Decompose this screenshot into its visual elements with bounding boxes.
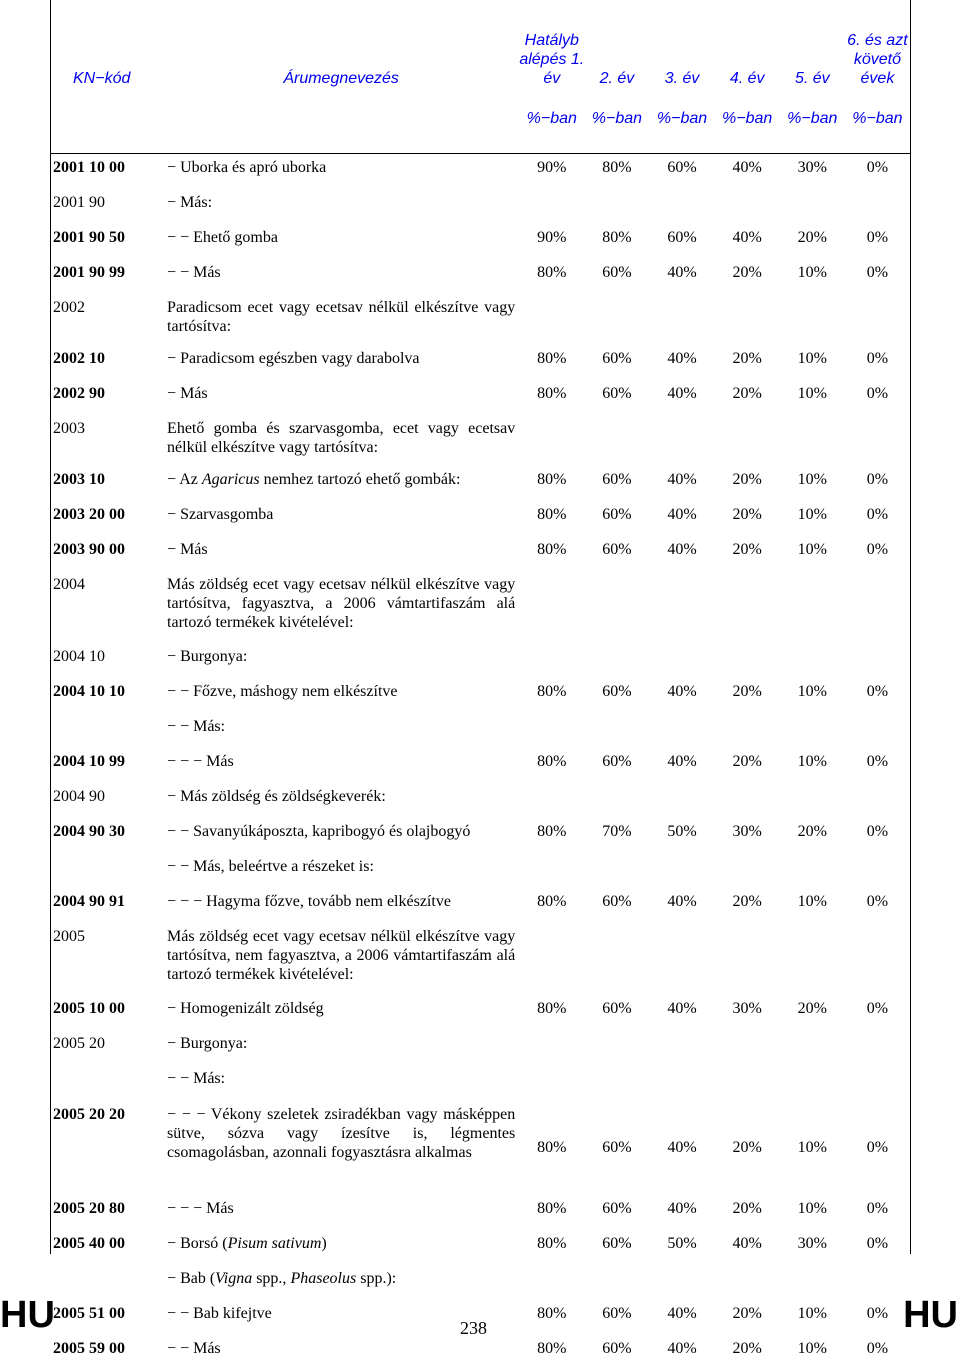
kn-code-cell: 2005 20 20: [51, 1100, 163, 1195]
rate-cell-year-3: [649, 643, 714, 678]
rate-cell-year-3: 60%: [649, 224, 714, 259]
rate-cell-year-2: 60%: [584, 888, 649, 923]
country-mark-right: HU: [903, 1296, 958, 1334]
rate-cell-year-1: [519, 1065, 584, 1100]
header-year-4: 4. év: [715, 0, 780, 102]
rate-cell-year-2: [584, 189, 649, 224]
rate-cell-year-5: [780, 294, 845, 345]
kn-code-cell: 2004 10 99: [51, 748, 163, 783]
rate-cell-year-4: 20%: [715, 1335, 780, 1370]
kn-code-cell: 2005 51 00: [51, 1300, 163, 1335]
rate-cell-year-4: 40%: [715, 224, 780, 259]
kn-code-cell: 2001 10 00: [51, 154, 163, 190]
description-cell: − Szarvasgomba: [163, 501, 519, 536]
kn-code-cell: 2005 59 00: [51, 1335, 163, 1370]
unit-label: %−ban: [584, 102, 649, 154]
rate-cell-year-1: [519, 853, 584, 888]
rate-cell-year-4: 20%: [715, 466, 780, 501]
rate-cell-year-4: 40%: [715, 154, 780, 190]
rate-cell-year-5: [780, 189, 845, 224]
rate-cell-year-1: [519, 1030, 584, 1065]
description-cell: Más zöldség ecet vagy ecetsav nélkül elkészítve vagy tartósítva, fagyasztva, a 2006 vámtartifaszám alá tartozó termékek kivételével:: [163, 571, 519, 643]
rate-cell-year-4: 20%: [715, 345, 780, 380]
rate-cell-year-3: 50%: [649, 818, 714, 853]
rate-cell-year-4: [715, 1030, 780, 1065]
rate-cell-year-1: 80%: [519, 1335, 584, 1370]
rate-cell-year-4: 20%: [715, 501, 780, 536]
description-cell: − − Bab kifejtve: [163, 1300, 519, 1335]
unit-label: %−ban: [649, 102, 714, 154]
description-cell: − Burgonya:: [163, 643, 519, 678]
rate-cell-year-6: 0%: [845, 466, 910, 501]
kn-code-cell: 2005: [51, 923, 163, 995]
rate-cell-year-6: [845, 1030, 910, 1065]
kn-code-cell: 2004 90: [51, 783, 163, 818]
rate-cell-year-1: 80%: [519, 1195, 584, 1230]
rate-cell-year-4: 30%: [715, 818, 780, 853]
rate-cell-year-2: 60%: [584, 748, 649, 783]
description-cell: − − Más, beleértve a részeket is:: [163, 853, 519, 888]
rate-cell-year-2: [584, 571, 649, 643]
rate-cell-year-3: 40%: [649, 1195, 714, 1230]
rate-cell-year-6: [845, 189, 910, 224]
rate-cell-year-5: 10%: [780, 1195, 845, 1230]
rate-cell-year-1: [519, 783, 584, 818]
rate-cell-year-3: 40%: [649, 259, 714, 294]
table-row: [51, 1230, 910, 1265]
rate-cell-year-5: 10%: [780, 678, 845, 713]
header-year-5: 5. év: [780, 0, 845, 102]
rate-cell-year-2: 60%: [584, 466, 649, 501]
rate-cell-year-5: [780, 1030, 845, 1065]
rate-cell-year-4: [715, 713, 780, 748]
rate-cell-year-2: [584, 643, 649, 678]
table-row: [51, 224, 910, 259]
header-year-3: 3. év: [649, 0, 714, 102]
rate-cell-year-4: 20%: [715, 380, 780, 415]
rate-cell-year-2: [584, 1065, 649, 1100]
rate-cell-year-1: 90%: [519, 224, 584, 259]
description-cell: − − − Hagyma főzve, tovább nem elkészítve: [163, 888, 519, 923]
table-row: [51, 415, 910, 466]
rate-cell-year-5: [780, 853, 845, 888]
rate-cell-year-2: 80%: [584, 224, 649, 259]
header-year-1: Hatályb alépés 1. év: [519, 0, 584, 102]
rate-cell-year-6: 0%: [845, 154, 910, 190]
description-text: − Bab (: [167, 1270, 215, 1287]
rate-cell-year-1: 90%: [519, 154, 584, 190]
rate-cell-year-3: 40%: [649, 1335, 714, 1370]
kn-code-cell: 2004: [51, 571, 163, 643]
rate-cell-year-5: 20%: [780, 224, 845, 259]
description-italic: Pisum sativum: [228, 1235, 322, 1252]
rate-cell-year-4: 20%: [715, 1195, 780, 1230]
rate-cell-year-4: 30%: [715, 995, 780, 1030]
rate-cell-year-3: 40%: [649, 466, 714, 501]
table-row: [51, 678, 910, 713]
rate-cell-year-4: [715, 923, 780, 995]
rate-cell-year-2: [584, 415, 649, 466]
rate-cell-year-1: 80%: [519, 345, 584, 380]
rate-cell-year-2: [584, 853, 649, 888]
rate-cell-year-3: [649, 571, 714, 643]
rate-cell-year-4: 40%: [715, 1230, 780, 1265]
table-row: [51, 345, 910, 380]
description-cell: [163, 466, 519, 501]
table-row: [51, 571, 910, 643]
rate-cell-year-3: 40%: [649, 501, 714, 536]
rate-cell-year-3: 40%: [649, 380, 714, 415]
rate-cell-year-5: 10%: [780, 748, 845, 783]
table-row: [51, 818, 910, 853]
unit-label: %−ban: [845, 102, 910, 154]
rate-cell-year-6: 0%: [845, 1100, 910, 1195]
table-row: [51, 1065, 910, 1100]
rate-cell-year-5: 20%: [780, 995, 845, 1030]
rate-cell-year-6: 0%: [845, 995, 910, 1030]
rate-cell-year-1: 80%: [519, 748, 584, 783]
rate-cell-year-6: 0%: [845, 345, 910, 380]
rate-cell-year-4: [715, 1065, 780, 1100]
rate-cell-year-4: 20%: [715, 1100, 780, 1195]
kn-code-cell: 2001 90 99: [51, 259, 163, 294]
rate-cell-year-4: 20%: [715, 748, 780, 783]
rate-cell-year-3: [649, 783, 714, 818]
rate-cell-year-2: 60%: [584, 1230, 649, 1265]
rate-cell-year-4: [715, 189, 780, 224]
rate-cell-year-6: 0%: [845, 748, 910, 783]
rate-cell-year-2: 60%: [584, 380, 649, 415]
description-cell: Paradicsom ecet vagy ecetsav nélkül elkészítve vagy tartósítva:: [163, 294, 519, 345]
rate-cell-year-3: 40%: [649, 995, 714, 1030]
description-cell: − − Savanyúkáposzta, kapribogyó és olajbogyó: [163, 818, 519, 853]
description-cell: − Más: [163, 380, 519, 415]
table-row: [51, 1100, 910, 1195]
rate-cell-year-4: 20%: [715, 1300, 780, 1335]
rate-cell-year-3: 40%: [649, 345, 714, 380]
rate-cell-year-6: 0%: [845, 1300, 910, 1335]
rate-cell-year-4: [715, 571, 780, 643]
header-kn-code: KN−kód: [51, 0, 163, 102]
rate-cell-year-1: [519, 713, 584, 748]
kn-code-cell: 2003 20 00: [51, 501, 163, 536]
rate-cell-year-6: [845, 923, 910, 995]
unit-label: %−ban: [519, 102, 584, 154]
rate-cell-year-1: 80%: [519, 678, 584, 713]
table-row: [51, 748, 910, 783]
rate-cell-year-4: 20%: [715, 888, 780, 923]
rate-cell-year-2: [584, 783, 649, 818]
description-cell: − − Más: [163, 1335, 519, 1370]
rate-cell-year-1: 80%: [519, 466, 584, 501]
rate-cell-year-3: [649, 853, 714, 888]
rate-cell-year-1: 80%: [519, 995, 584, 1030]
table-row: [51, 189, 910, 224]
table-row: [51, 501, 910, 536]
rate-cell-year-3: 40%: [649, 1100, 714, 1195]
table-row: [51, 995, 910, 1030]
rate-cell-year-1: 80%: [519, 259, 584, 294]
rate-cell-year-1: 80%: [519, 888, 584, 923]
description-text: ): [321, 1235, 326, 1252]
header-description: Árumegnevezés: [163, 0, 519, 102]
rate-cell-year-1: 80%: [519, 1300, 584, 1335]
description-text: spp.,: [252, 1270, 290, 1287]
rate-cell-year-3: 50%: [649, 1230, 714, 1265]
kn-code-cell: [51, 713, 163, 748]
table-row: [51, 1195, 910, 1230]
rate-cell-year-1: [519, 643, 584, 678]
rate-cell-year-5: [780, 415, 845, 466]
header-year-2: 2. év: [584, 0, 649, 102]
rate-cell-year-5: [780, 713, 845, 748]
rate-cell-year-5: [780, 571, 845, 643]
rate-cell-year-6: [845, 1065, 910, 1100]
rate-cell-year-2: [584, 294, 649, 345]
table-row: [51, 853, 910, 888]
rate-cell-year-6: [845, 415, 910, 466]
description-cell: − Más: [163, 536, 519, 571]
kn-code-cell: 2001 90: [51, 189, 163, 224]
kn-code-cell: 2003 10: [51, 466, 163, 501]
description-text: spp.):: [356, 1270, 396, 1287]
description-cell: Ehető gomba és szarvasgomba, ecet vagy ecetsav nélkül elkészítve vagy tartósítva:: [163, 415, 519, 466]
rate-cell-year-5: 10%: [780, 888, 845, 923]
rate-cell-year-1: 80%: [519, 536, 584, 571]
rate-cell-year-3: 40%: [649, 536, 714, 571]
kn-code-cell: [51, 853, 163, 888]
rate-cell-year-2: 60%: [584, 1335, 649, 1370]
rate-cell-year-6: [845, 571, 910, 643]
rate-cell-year-1: 80%: [519, 1230, 584, 1265]
rate-cell-year-2: 60%: [584, 536, 649, 571]
rate-cell-year-3: [649, 415, 714, 466]
kn-code-cell: 2002 90: [51, 380, 163, 415]
rate-cell-year-4: 20%: [715, 536, 780, 571]
table-row: [51, 1030, 910, 1065]
rate-cell-year-2: 60%: [584, 501, 649, 536]
kn-code-cell: 2005 10 00: [51, 995, 163, 1030]
rate-cell-year-2: 60%: [584, 259, 649, 294]
rate-cell-year-5: 10%: [780, 1335, 845, 1370]
rate-cell-year-2: 60%: [584, 1300, 649, 1335]
rate-cell-year-3: [649, 923, 714, 995]
description-cell: Más zöldség ecet vagy ecetsav nélkül elkészítve vagy tartósítva, nem fagyasztva, a 2006 vámtartifaszám alá tartozó termékek kivételével:: [163, 923, 519, 995]
description-cell: − − Ehető gomba: [163, 224, 519, 259]
rate-cell-year-2: 60%: [584, 345, 649, 380]
table-row: [51, 294, 910, 345]
rate-cell-year-2: 60%: [584, 678, 649, 713]
rate-cell-year-1: 80%: [519, 818, 584, 853]
rate-cell-year-6: [845, 713, 910, 748]
kn-code-cell: 2005 20 80: [51, 1195, 163, 1230]
description-cell: − Más zöldség és zöldségkeverék:: [163, 783, 519, 818]
kn-code-cell: 2003 90 00: [51, 536, 163, 571]
table-row: [51, 380, 910, 415]
rate-cell-year-6: 0%: [845, 1230, 910, 1265]
description-italic: Phaseolus: [290, 1270, 356, 1287]
tariff-schedule-page: [50, 0, 911, 1254]
description-cell: [163, 1230, 519, 1265]
rate-cell-year-1: [519, 294, 584, 345]
kn-code-cell: 2002: [51, 294, 163, 345]
rate-cell-year-6: 0%: [845, 1195, 910, 1230]
description-cell: − Uborka és apró uborka: [163, 154, 519, 190]
description-text: − Az: [167, 471, 202, 488]
rate-cell-year-2: 60%: [584, 995, 649, 1030]
rate-cell-year-5: [780, 783, 845, 818]
description-cell: − − − Vékony szeletek zsiradékban vagy másképpen sütve, sózva vagy ízesítve is, légmentes csomagolásban, azonnali fogyasztásra alkalmas: [163, 1100, 519, 1195]
rate-cell-year-4: 20%: [715, 259, 780, 294]
rate-cell-year-4: [715, 643, 780, 678]
rate-cell-year-6: [845, 294, 910, 345]
rate-cell-year-3: 40%: [649, 678, 714, 713]
rate-cell-year-3: 40%: [649, 888, 714, 923]
table-row: [51, 888, 910, 923]
page-number: 238: [460, 1318, 487, 1339]
rate-cell-year-1: 80%: [519, 501, 584, 536]
table-row: [51, 713, 910, 748]
rate-cell-year-1: [519, 189, 584, 224]
tariff-body: [51, 154, 910, 1370]
unit-label: %−ban: [715, 102, 780, 154]
rate-cell-year-6: 0%: [845, 224, 910, 259]
rate-cell-year-1: 80%: [519, 1100, 584, 1195]
table-row: [51, 466, 910, 501]
description-text: nemhez tartozó ehető gombák:: [260, 471, 461, 488]
rate-cell-year-3: [649, 1065, 714, 1100]
unit-spacer: [163, 102, 519, 154]
kn-code-cell: 2004 90 91: [51, 888, 163, 923]
page-footer: [0, 1290, 960, 1334]
rate-cell-year-5: [780, 1065, 845, 1100]
unit-label: %−ban: [780, 102, 845, 154]
rate-cell-year-5: 10%: [780, 536, 845, 571]
description-cell: − − Főzve, máshogy nem elkészítve: [163, 678, 519, 713]
country-mark-left: HU: [0, 1296, 55, 1334]
rate-cell-year-2: 70%: [584, 818, 649, 853]
rate-cell-year-3: 60%: [649, 154, 714, 190]
kn-code-cell: 2005 20: [51, 1030, 163, 1065]
rate-cell-year-1: [519, 923, 584, 995]
rate-cell-year-2: [584, 1030, 649, 1065]
rate-cell-year-5: 30%: [780, 154, 845, 190]
rate-cell-year-3: [649, 1030, 714, 1065]
rate-cell-year-4: 20%: [715, 678, 780, 713]
rate-cell-year-6: 0%: [845, 678, 910, 713]
rate-cell-year-6: [845, 853, 910, 888]
rate-cell-year-6: 0%: [845, 380, 910, 415]
header-year-6: 6. és azt követő évek: [845, 0, 910, 102]
table-row: [51, 154, 910, 190]
table-row: [51, 643, 910, 678]
table-row: [51, 1335, 910, 1370]
rate-cell-year-5: 10%: [780, 1100, 845, 1195]
rate-cell-year-3: 40%: [649, 748, 714, 783]
rate-cell-year-6: [845, 643, 910, 678]
table-row: [51, 536, 910, 571]
rate-cell-year-5: 10%: [780, 1300, 845, 1335]
description-italic: Vigna: [215, 1270, 252, 1287]
table-row: [51, 783, 910, 818]
rate-cell-year-2: 80%: [584, 154, 649, 190]
rate-cell-year-5: 30%: [780, 1230, 845, 1265]
rate-cell-year-1: 80%: [519, 380, 584, 415]
rate-cell-year-6: 0%: [845, 888, 910, 923]
rate-cell-year-5: 10%: [780, 380, 845, 415]
rate-cell-year-5: [780, 643, 845, 678]
rate-cell-year-5: [780, 923, 845, 995]
description-text: − Borsó (: [167, 1235, 228, 1252]
unit-row: [51, 102, 910, 154]
rate-cell-year-2: 60%: [584, 1195, 649, 1230]
kn-code-cell: 2002 10: [51, 345, 163, 380]
kn-code-cell: 2004 10: [51, 643, 163, 678]
kn-code-cell: 2003: [51, 415, 163, 466]
rate-cell-year-5: 10%: [780, 501, 845, 536]
table-row: [51, 259, 910, 294]
rate-cell-year-6: 0%: [845, 1335, 910, 1370]
rate-cell-year-5: 20%: [780, 818, 845, 853]
header-row: [51, 0, 910, 102]
rate-cell-year-3: 40%: [649, 1300, 714, 1335]
kn-code-cell: 2001 90 50: [51, 224, 163, 259]
description-cell: − Burgonya:: [163, 1030, 519, 1065]
description-cell: − − Más:: [163, 713, 519, 748]
description-cell: − − Más: [163, 259, 519, 294]
rate-cell-year-6: 0%: [845, 818, 910, 853]
rate-cell-year-2: [584, 923, 649, 995]
rate-cell-year-4: [715, 853, 780, 888]
rate-cell-year-1: [519, 415, 584, 466]
rate-cell-year-5: 10%: [780, 345, 845, 380]
rate-cell-year-3: [649, 294, 714, 345]
description-cell: − − − Más: [163, 1195, 519, 1230]
description-cell: − − Más:: [163, 1065, 519, 1100]
rate-cell-year-6: 0%: [845, 536, 910, 571]
table-row: [51, 923, 910, 995]
description-italic: Agaricus: [202, 471, 260, 488]
rate-cell-year-2: 60%: [584, 1100, 649, 1195]
rate-cell-year-5: 10%: [780, 259, 845, 294]
rate-cell-year-3: [649, 189, 714, 224]
rate-cell-year-2: [584, 713, 649, 748]
kn-code-cell: [51, 1065, 163, 1100]
rate-cell-year-3: [649, 713, 714, 748]
description-cell: − Homogenizált zöldség: [163, 995, 519, 1030]
unit-spacer: [51, 102, 163, 154]
rate-cell-year-4: [715, 415, 780, 466]
tariff-table: [51, 0, 910, 1370]
rate-cell-year-6: 0%: [845, 501, 910, 536]
kn-code-cell: 2004 10 10: [51, 678, 163, 713]
description-cell: − Paradicsom egészben vagy darabolva: [163, 345, 519, 380]
kn-code-cell: 2004 90 30: [51, 818, 163, 853]
description-cell: − − − Más: [163, 748, 519, 783]
rate-cell-year-5: 10%: [780, 466, 845, 501]
rate-cell-year-1: [519, 571, 584, 643]
rate-cell-year-6: 0%: [845, 259, 910, 294]
rate-cell-year-4: [715, 783, 780, 818]
kn-code-cell: 2005 40 00: [51, 1230, 163, 1265]
rate-cell-year-4: [715, 294, 780, 345]
rate-cell-year-6: [845, 783, 910, 818]
description-cell: − Más:: [163, 189, 519, 224]
